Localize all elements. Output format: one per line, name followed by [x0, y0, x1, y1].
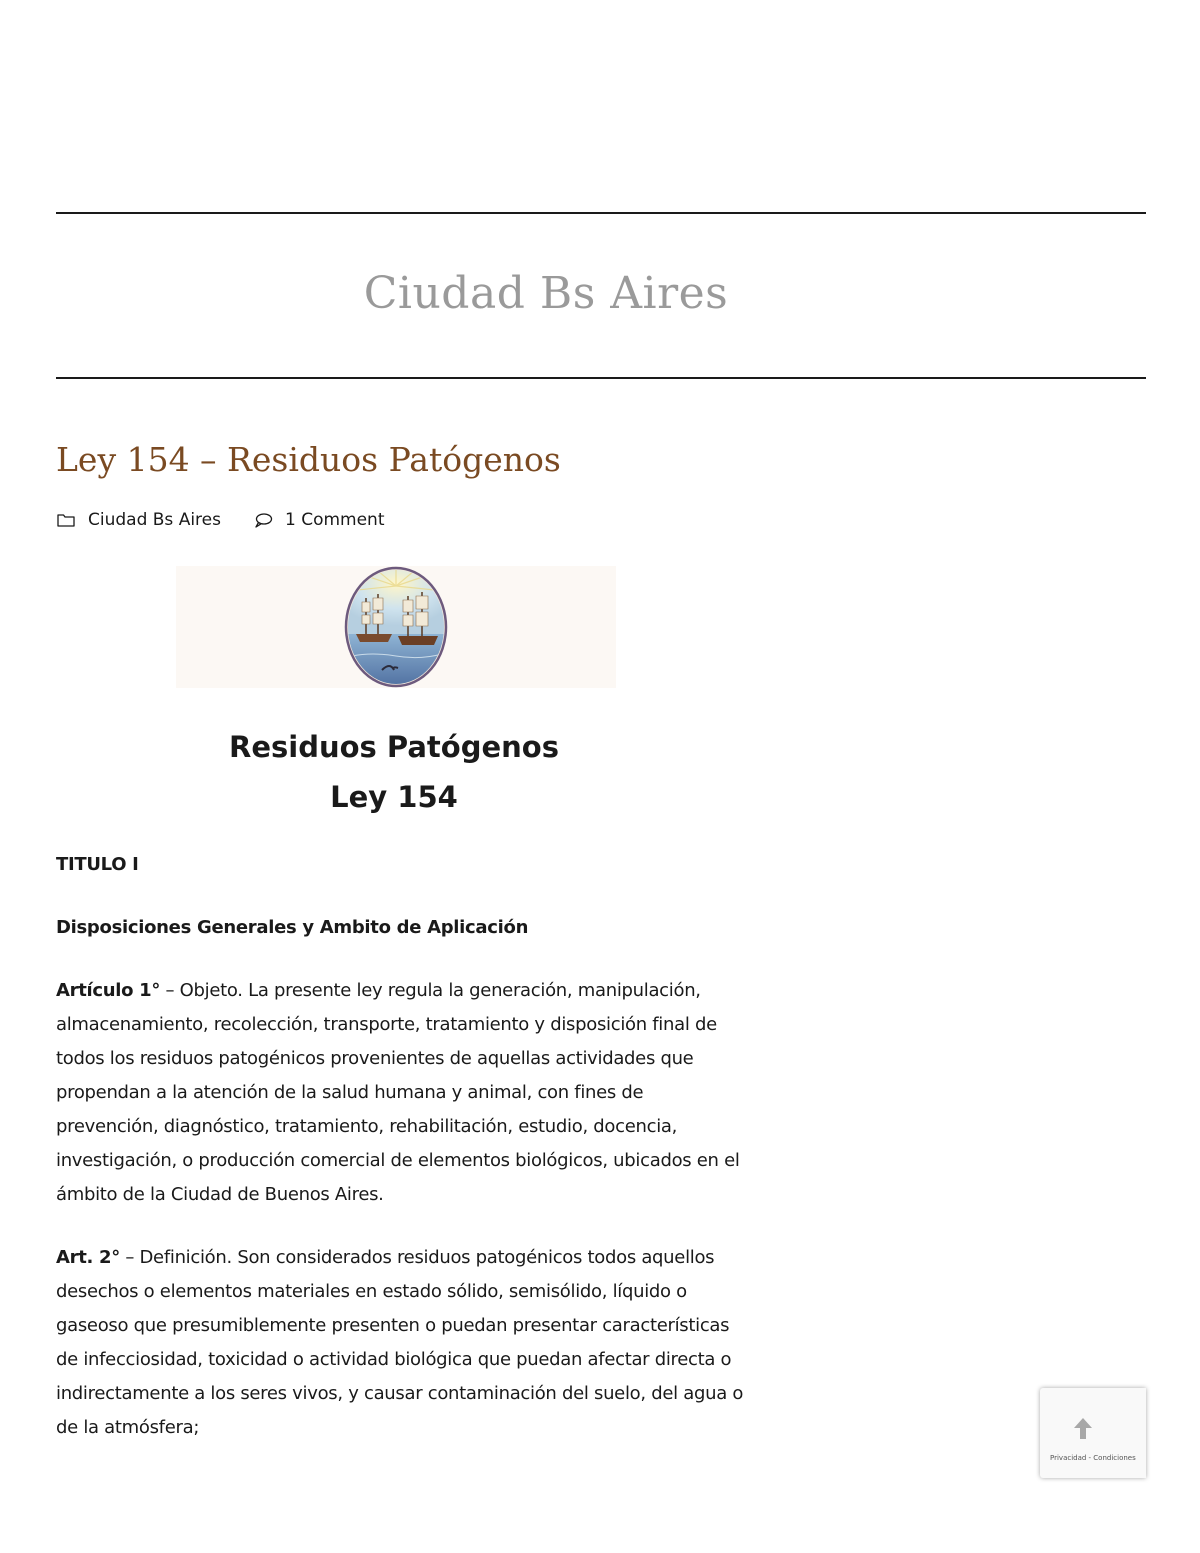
- article-1-text: – Objeto. La presente ley regula la generación, manipulación, almacenamiento, recolección, transporte, tratamiento y disposición final de todos los residuos patogénicos provenientes de aquellas actividades que propendan a la atención de la salud humana y animal, con fines de prevención, diagnóstico, tratamiento, rehabilitación, estudio, docencia, investigación, o producción comercial de elementos biológicos, ubicados en el ámbito de la Ciudad de Buenos Aires.: [56, 980, 740, 1205]
- recaptcha-terms[interactable]: Privacidad - Condiciones: [1050, 1454, 1136, 1462]
- comments-link[interactable]: 1 Comment: [284, 510, 385, 530]
- article-1: [56, 974, 746, 1212]
- city-seal-icon: [342, 566, 450, 688]
- document-heading-law: Ley 154: [330, 780, 458, 814]
- post-comments: [253, 510, 385, 530]
- comment-icon: [253, 510, 273, 530]
- post-content: [56, 848, 746, 1474]
- article-1-label: Artículo 1°: [56, 980, 161, 1001]
- post-meta: [56, 510, 417, 530]
- section-heading: Disposiciones Generales y Ambito de Aplicación: [56, 917, 529, 938]
- post-category: [56, 510, 221, 530]
- seal-banner-image: [176, 566, 616, 688]
- header-top-rule: [56, 212, 1146, 214]
- article-2: [56, 1241, 746, 1445]
- recaptcha-badge[interactable]: [1040, 1388, 1146, 1478]
- folder-icon: [56, 510, 76, 530]
- site-title[interactable]: Ciudad Bs Aires: [363, 268, 729, 319]
- arrow-up-icon[interactable]: [1068, 1414, 1098, 1444]
- article-2-label: Art. 2°: [56, 1247, 120, 1268]
- category-link[interactable]: Ciudad Bs Aires: [88, 510, 221, 530]
- document-heading-title: Residuos Patógenos: [229, 730, 559, 764]
- article-2-text: – Definición. Son considerados residuos patogénicos todos aquellos desechos o elementos materiales en estado sólido, semisólido, líquido o gaseoso que presumiblemente presenten o puedan presentar características de infecciosidad, toxicidad o actividad biológica que puedan afectar directa o indirectamente a los seres vivos, y causar contaminación del suelo, del agua o de la atmósfera;: [56, 1247, 744, 1438]
- document-heading: [56, 722, 732, 822]
- header-bottom-rule: [56, 377, 1146, 379]
- post-title: Ley 154 – Residuos Patógenos: [56, 440, 561, 479]
- titulo-heading: TITULO I: [56, 854, 139, 875]
